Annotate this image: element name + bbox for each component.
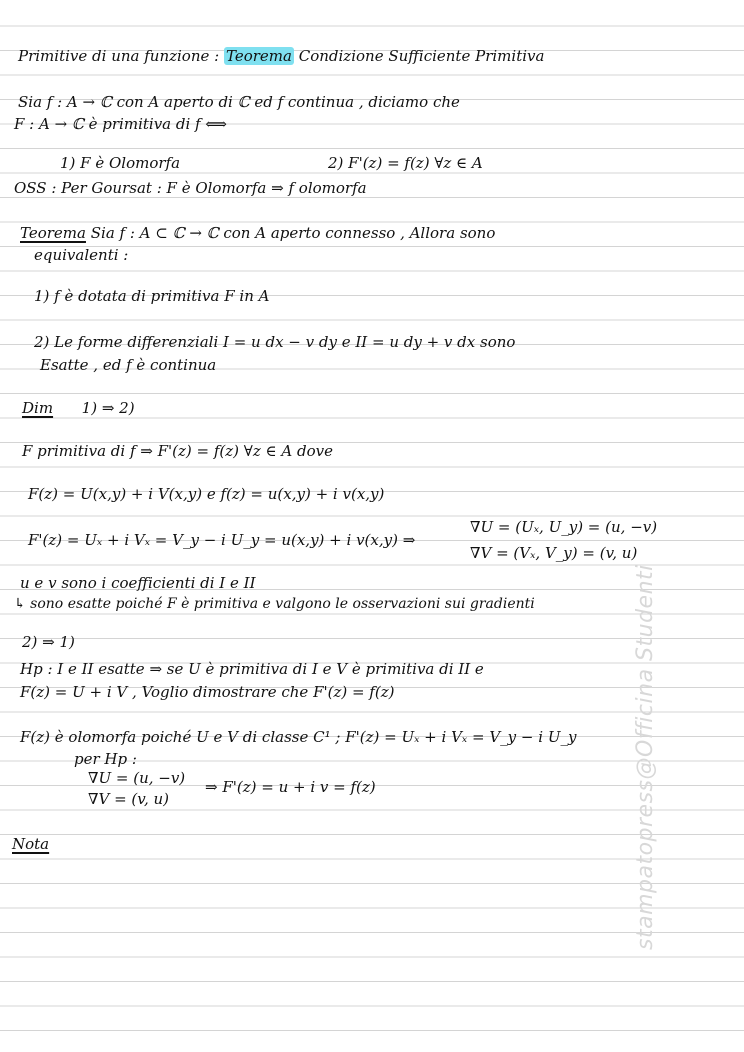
- theorem-statement: Sia f : A ⊂ ℂ → ℂ con A aperto connesso , Allora sono: [90, 224, 496, 242]
- proof2-line-3: F(z) è olomorfa poiché U e V di classe C¹ ; F'(z) = Uₓ + i Vₓ = V_y − i U_y: [20, 728, 577, 746]
- definition-condition-1: 1) F è Olomorfa: [60, 154, 181, 172]
- title-right: Condizione Sufficiente Primitiva: [298, 47, 545, 65]
- proof-line-4: u e v sono i coefficienti di I e II: [20, 574, 256, 592]
- title-highlight: Teorema: [225, 47, 292, 65]
- observation: OSS : Per Goursat : F è Olomorfa ⇒ f olomorfa: [14, 179, 367, 197]
- page-title: [18, 46, 544, 66]
- gradient-U: ∇U = (Uₓ, U_y) = (u, −v): [470, 518, 658, 536]
- definition-line-2: F : A → ℂ è primitiva di f ⟺: [14, 115, 227, 133]
- proof-line-5: ↳ sono esatte poiché F è primitiva e valgono le osservazioni sui gradienti: [14, 596, 535, 612]
- title-left: Primitive di una funzione :: [18, 47, 220, 65]
- proof2-gradient-U: ∇U = (u, −v): [88, 769, 186, 787]
- theorem-label: Teorema: [20, 224, 86, 242]
- theorem-item-2-continued: Esatte , ed f è continua: [40, 356, 217, 374]
- proof2-line-1: Hp : I e II esatte ⇒ se U è primitiva di I e V è primitiva di II e: [20, 660, 484, 678]
- theorem-line-1: [20, 223, 495, 243]
- proof-line-1: F primitiva di f ⇒ F'(z) = f(z) ∀z ∈ A dove: [22, 442, 333, 460]
- proof-heading: [22, 398, 135, 418]
- definition-condition-2: 2) F'(z) = f(z) ∀z ∈ A: [328, 154, 483, 172]
- theorem-item-1: 1) f è dotata di primitiva F in A: [34, 287, 270, 305]
- proof2-gradient-V: ∇V = (v, u): [88, 790, 170, 808]
- definition-line-1: Sia f : A → ℂ con A aperto di ℂ ed f continua , diciamo che: [18, 93, 460, 111]
- proof-line-2: F(z) = U(x,y) + i V(x,y) e f(z) = u(x,y) + i v(x,y): [28, 485, 385, 503]
- proof2-hypothesis: per Hp :: [74, 750, 137, 768]
- proof2-line-2: F(z) = U + i V , Voglio dimostrare che F'(z) = f(z): [20, 683, 395, 701]
- proof-direction: 1) ⇒ 2): [81, 399, 135, 417]
- proof-label: Dim: [22, 399, 54, 417]
- theorem-item-2: 2) Le forme differenziali I = u dx − v dy e II = u dy + v dx sono: [34, 333, 516, 351]
- watermark: stampatopress@Officina Studenti: [633, 564, 658, 950]
- note-label: Nota: [12, 835, 50, 853]
- gradient-V: ∇V = (Vₓ, V_y) = (v, u): [470, 544, 638, 562]
- proof2-direction: 2) ⇒ 1): [22, 633, 75, 651]
- theorem-line-2: equivalenti :: [34, 246, 129, 264]
- proof-line-3: F'(z) = Uₓ + i Vₓ = V_y − i U_y = u(x,y) + i v(x,y) ⇒: [28, 531, 416, 549]
- proof2-conclusion: ⇒ F'(z) = u + i v = f(z): [205, 778, 376, 796]
